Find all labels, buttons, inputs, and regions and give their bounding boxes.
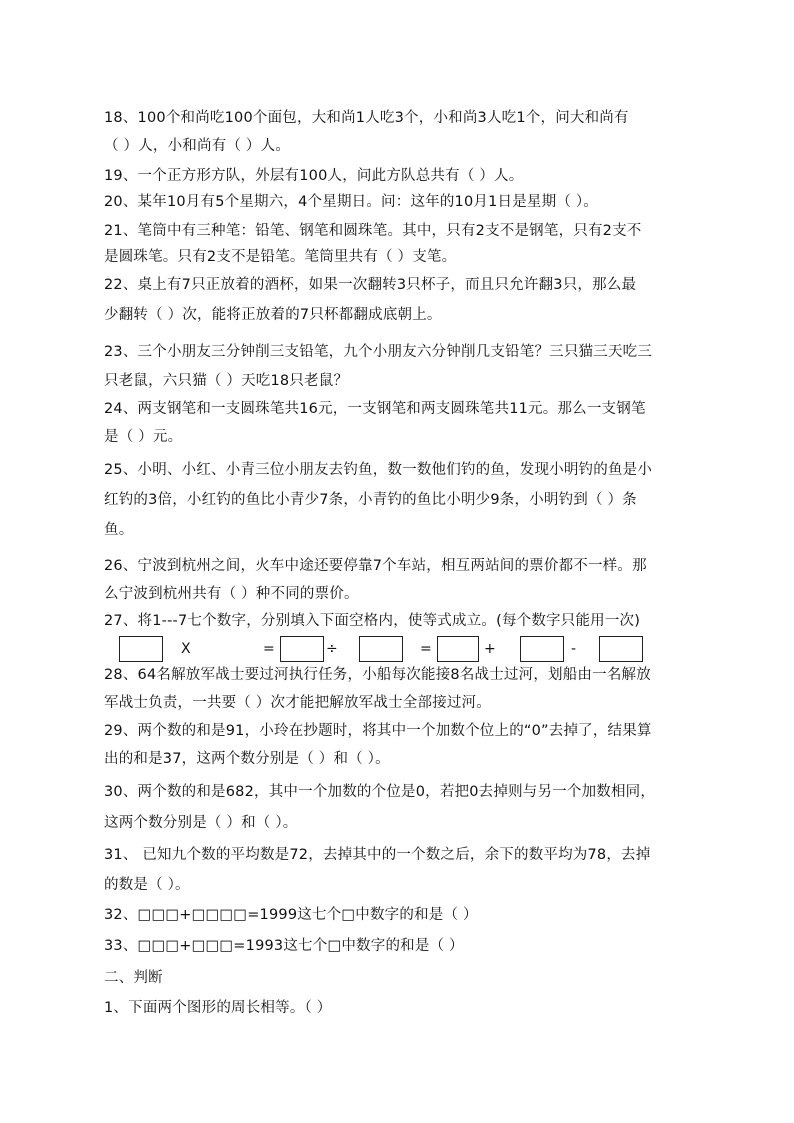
minus-sign: - (571, 641, 577, 657)
q31-line2: 的数是（ ）。 (104, 877, 190, 893)
q20-line1: 20、某年10月有5个星期六，4个星期日。问：这年的10月1日是星期（ ）。 (104, 194, 598, 210)
q28-line1: 28、64名解放军战士要过河执行任务，小船每次能接8名战士过河，划船由一名解放 (104, 667, 651, 683)
divide-sign: ÷ (326, 641, 338, 657)
section-two-heading: 二、判断 (104, 970, 163, 986)
q27-line1: 27、将1---7七个数字，分别填入下面空格内，使等式成立。(每个数字只能用一次) (104, 613, 641, 629)
q31-line1: 31、 已知九个数的平均数是72，去掉其中的一个数之后，余下的数平均为78，去掉 (104, 847, 651, 863)
blank-box-4[interactable] (437, 636, 479, 662)
q32-line1: 32、□□□+□□□□=1999这七个□中数字的和是（ ） (104, 907, 478, 923)
blank-box-6[interactable] (599, 636, 643, 662)
q21-line1: 21、笔筒中有三种笔：铅笔、钢笔和圆珠笔。其中，只有2支不是钢笔，只有2支不 (104, 223, 642, 239)
q25-line1: 25、小明、小红、小青三位小朋友去钓鱼，数一数他们钓的鱼，发现小明钓的鱼是小 (104, 462, 653, 478)
blank-box-2[interactable] (280, 636, 324, 662)
q19-line1: 19、一个正方形方队，外层有100人，问此方队总共有（ ）人。 (104, 168, 524, 184)
q28-line2: 军战士负责，一共要（ ）次才能把解放军战士全部接过河。 (104, 695, 492, 711)
q25-line2: 红钓的3倍，小红钓的鱼比小青少7条，小青钓的鱼比小明少9条，小明钓到（ ）条 (104, 492, 637, 508)
q18-line1: 18、100个和尚吃100个面包，大和尚1人吃3个，小和尚3人吃1个，问大和尚有 (104, 110, 629, 126)
blank-box-5[interactable] (520, 636, 564, 662)
q29-line2: 出的和是37，这两个数分别是（ ）和（ ）。 (104, 751, 390, 767)
q23-line2: 只老鼠，六只猫（ ）天吃18只老鼠？ (104, 373, 349, 389)
q25-line3: 鱼。 (104, 522, 134, 538)
q23-line1: 23、三个小朋友三分钟削三支铅笔，九个小朋友六分钟削几支铅笔？三只猫三天吃三 (104, 344, 653, 360)
q30-line1: 30、两个数的和是682，其中一个加数的个位是0，若把0去掉则与另一个加数相同， (104, 784, 656, 800)
times-sign: X (181, 641, 191, 657)
q22-line2: 少翻转（ ）次，能将正放着的7只杯都翻成底朝上。 (104, 307, 442, 323)
equals-sign-1: = (263, 641, 275, 657)
q22-line1: 22、桌上有7只正放着的酒杯，如果一次翻转3只杯子，而且只允许翻3只，那么最 (104, 277, 637, 293)
plus-sign: + (484, 641, 496, 657)
q29-line1: 29、两个数的和是91，小玲在抄题时，将其中一个加数个位上的“0”去掉了，结果算 (104, 723, 652, 739)
q33-line1: 33、□□□+□□□=1993这七个□中数字的和是（ ） (104, 938, 464, 954)
q26-line1: 26、宁波到杭州之间，火车中途还要停靠7个车站，相互两站间的票价都不一样。那 (104, 558, 647, 574)
blank-box-3[interactable] (359, 636, 403, 662)
q21-line2: 是圆珠笔。只有2支不是铅笔。笔筒里共有（ ）支笔。 (104, 249, 457, 265)
q18-line2: （ ）人，小和尚有（ ）人。 (104, 138, 291, 154)
q26-line2: 么宁波到杭州共有（ ）种不同的票价。 (104, 586, 359, 602)
blank-box-1[interactable] (119, 636, 163, 662)
q24-line2: 是（ ）元。 (104, 429, 183, 445)
judgement-item-1: 1、下面两个图形的周长相等。（ ） (104, 1000, 332, 1016)
q30-line2: 这两个数分别是（ ）和（ ）。 (104, 815, 298, 831)
q24-line1: 24、两支钢笔和一支圆珠笔共16元，一支钢笔和两支圆珠笔共11元。那么一支钢笔 (104, 401, 646, 417)
equals-sign-2: = (420, 641, 432, 657)
